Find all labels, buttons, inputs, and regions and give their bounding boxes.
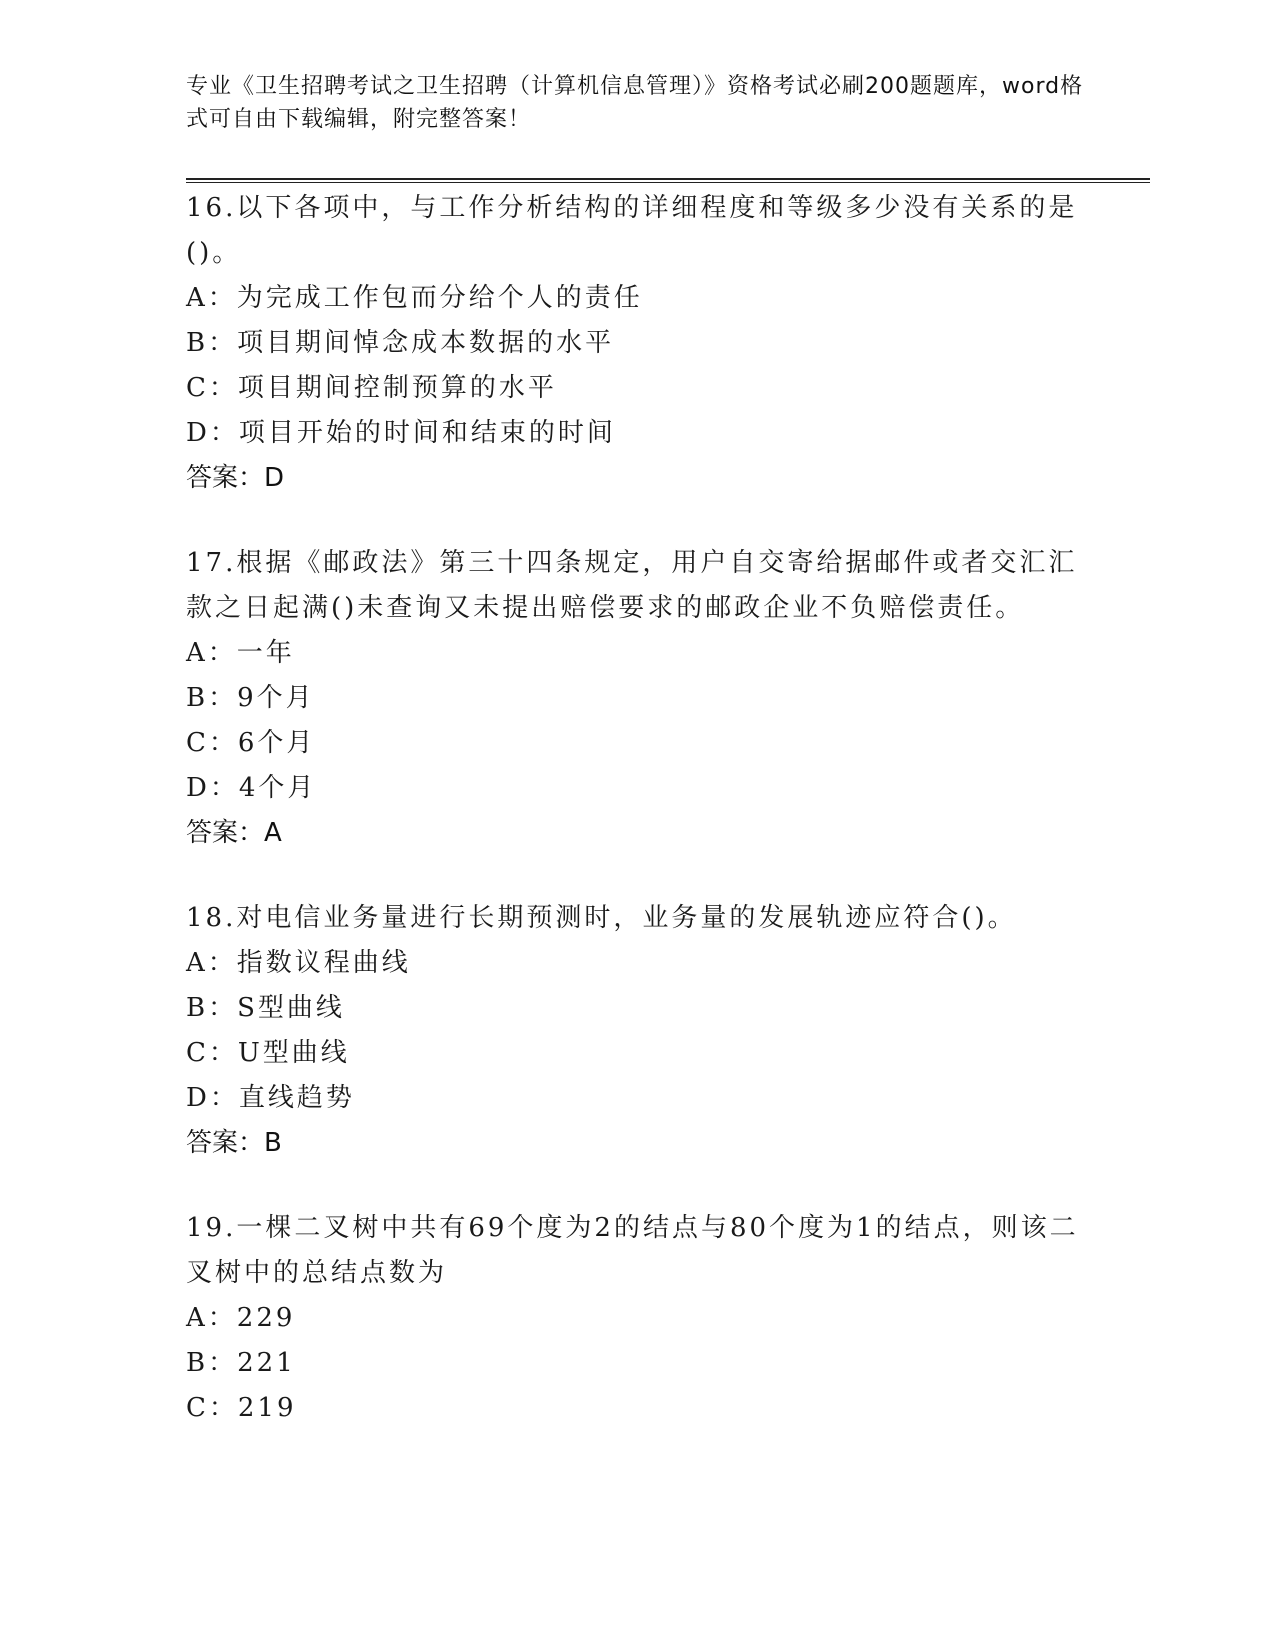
- question-16: [186, 186, 1086, 501]
- option-b: B：S型曲线: [186, 993, 345, 1023]
- document-header: 专业《卫生招聘考试之卫生招聘（计算机信息管理）》资格考试必刷200题题库，word格式可自由下载编辑，附完整答案！: [186, 74, 1084, 132]
- option-c: C：219: [186, 1393, 297, 1423]
- option-a: A：229: [186, 1303, 296, 1333]
- option-c: C：6个月: [186, 728, 316, 758]
- option-b: B：项目期间悼念成本数据的水平: [186, 328, 615, 358]
- option-b: B：9个月: [186, 683, 315, 713]
- question-text: 18.对电信业务量进行长期预测时，业务量的发展轨迹应符合()。: [186, 903, 1017, 933]
- option-a: A：为完成工作包而分给个人的责任: [186, 283, 643, 313]
- answer: 答案：D: [186, 463, 285, 493]
- option-c: C：项目期间控制预算的水平: [186, 373, 557, 403]
- answer: 答案：B: [186, 1128, 282, 1158]
- question-17: [186, 541, 1086, 856]
- header-divider-thin: [186, 182, 1150, 183]
- question-18: [186, 896, 1086, 1166]
- header-divider-thick: [186, 178, 1150, 180]
- question-text: 17.根据《邮政法》第三十四条规定，用户自交寄给据邮件或者交汇汇款之日起满()未查询又未提出赔偿要求的邮政企业不负赔偿责任。: [186, 548, 1078, 623]
- option-a: A：一年: [186, 638, 295, 668]
- question-list: [186, 186, 1086, 1471]
- option-b: B：221: [186, 1348, 296, 1378]
- answer: 答案：A: [186, 818, 282, 848]
- option-d: D：直线趋势: [186, 1083, 355, 1113]
- option-d: D：项目开始的时间和结束的时间: [186, 418, 616, 448]
- option-a: A：指数议程曲线: [186, 948, 411, 978]
- question-text: 19.一棵二叉树中共有69个度为2的结点与80个度为1的结点，则该二叉树中的总结点数为: [186, 1213, 1079, 1288]
- question-19: [186, 1206, 1086, 1431]
- option-c: C：U型曲线: [186, 1038, 350, 1068]
- question-text: 16.以下各项中，与工作分析结构的详细程度和等级多少没有关系的是()。: [186, 193, 1078, 268]
- option-d: D：4个月: [186, 773, 317, 803]
